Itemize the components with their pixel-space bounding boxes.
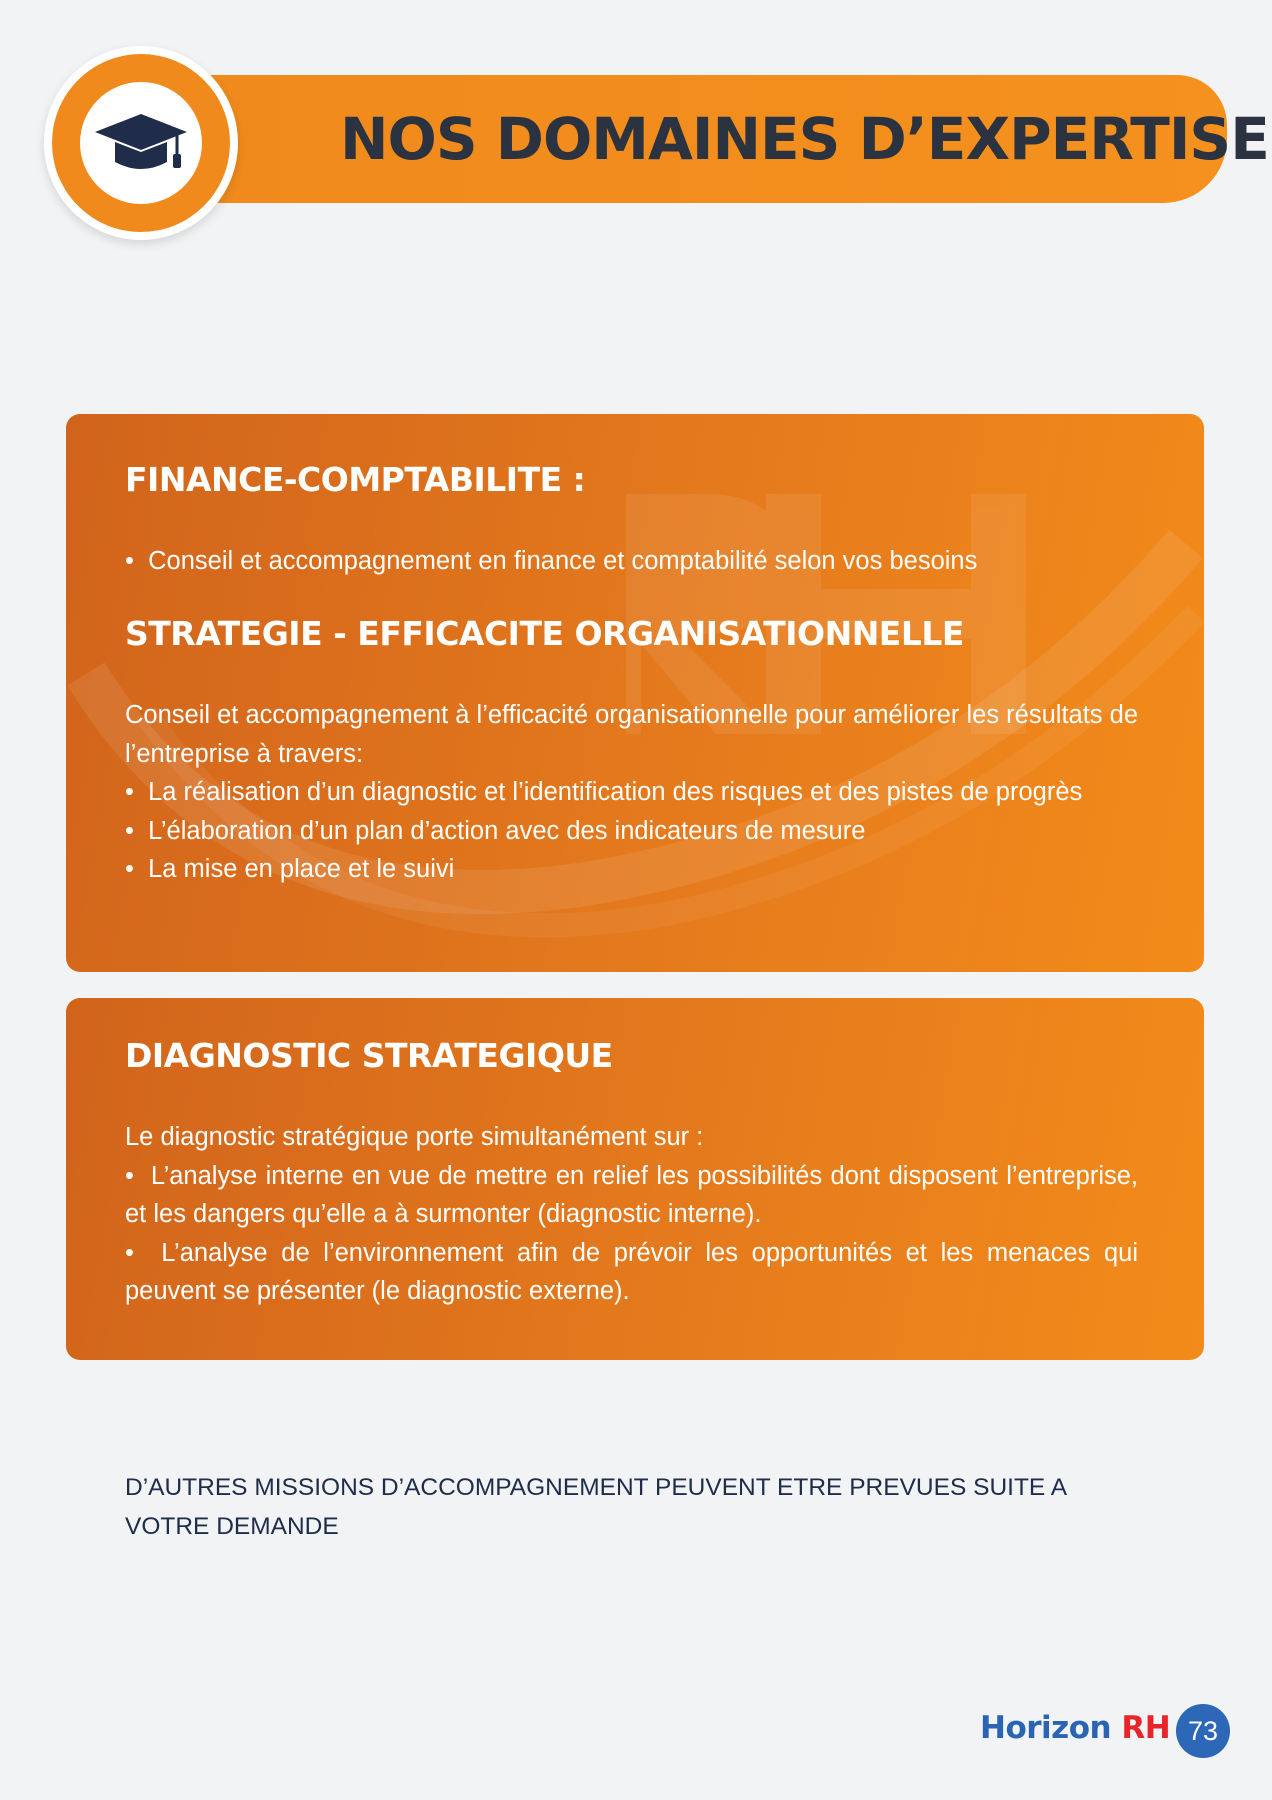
- expertise-card-finance-strategie: [66, 414, 1204, 972]
- strategie-body: [125, 696, 1138, 889]
- list-item: • L’analyse de l’environnement afin de prévoir les opportunités et les menaces qui peuvent se présenter (le diagnostic externe).: [125, 1234, 1138, 1311]
- list-item: • La réalisation d’un diagnostic et l’identification des risques et des pistes de progrès: [125, 773, 1138, 812]
- section-intro: Conseil et accompagnement à l’efficacité organisationnelle pour améliorer les résultats de l’entreprise à travers:: [125, 701, 1139, 768]
- closing-note: D’AUTRES MISSIONS D’ACCOMPAGNEMENT PEUVENT ETRE PREVUES SUITE A VOTRE DEMANDE: [125, 1474, 1066, 1540]
- header-banner: [190, 75, 1269, 203]
- expertise-card-diagnostic: [66, 998, 1204, 1360]
- section-intro: Le diagnostic stratégique porte simultanément sur :: [125, 1123, 704, 1151]
- section-heading-strategie: STRATEGIE - EFFICACITE ORGANISATIONNELLE: [125, 614, 964, 653]
- brand-name: Horizon: [980, 1710, 1112, 1746]
- diagnostic-body: [125, 1118, 1138, 1311]
- list-item: • L’analyse interne en vue de mettre en relief les possibilités dont disposent l’entreprise, et les dangers qu’elle a à surmonter (diagnostic interne).: [125, 1157, 1138, 1234]
- page-title: NOS DOMAINES D’EXPERTISE: [340, 105, 1269, 173]
- list-item: • Conseil et accompagnement en finance et comptabilité selon vos besoins: [125, 547, 978, 575]
- section-heading-diagnostic: DIAGNOSTIC STRATEGIQUE: [125, 1036, 613, 1075]
- list-item: • L’élaboration d’un plan d’action avec des indicateurs de mesure: [125, 812, 1138, 851]
- list-item: • La mise en place et le suivi: [125, 850, 1138, 889]
- header-badge: [44, 46, 238, 240]
- brand-suffix: RH: [1121, 1710, 1171, 1746]
- section-heading-finance: FINANCE-COMPTABILITE :: [125, 460, 586, 499]
- footer-brand: [980, 1710, 1170, 1746]
- graduation-cap-icon: [93, 110, 189, 176]
- page-number: 73: [1176, 1704, 1230, 1758]
